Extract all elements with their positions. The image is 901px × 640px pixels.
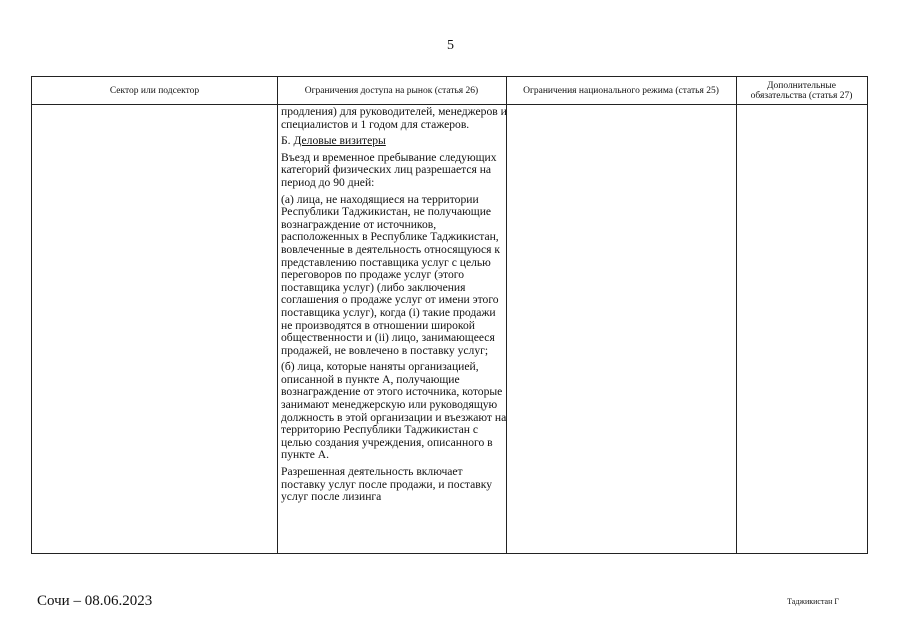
header-market-access: Ограничения доступа на рынок (статья 26) <box>304 85 479 96</box>
paragraph: Въезд и временное пребывание следующих категорий физических лиц разрешается на период до 90 дней: <box>281 150 497 189</box>
section-title: Деловые визитеры <box>293 134 386 148</box>
paragraph: (а) лица, не находящиеся на территории Республики Таджикистан, не получающие вознаграждение от источников, расположенных в Республике Таджикистан, вовлеченные в деятельность относящуюся к представлению поставщика услуг с целью переговоров по продаже услуг (этого поставщика услуг) (либо заключения соглашения о продаже услуг от имени этого поставщика услуг), когда (i) такие продажи не производятся в отношении широкой общественности и (ii) лицо, занимающееся продажей, не вовлечено в поставку услуг; <box>281 192 500 357</box>
header-sector: Сектор или подсектор <box>109 85 200 96</box>
paragraph: (б) лица, которые наняты организацией, описанной в пункте А, получающие вознаграждение от этого источника, которые занимают менеджерскую или руководящую должность в этой организации и въезжают на территорию Республики Таджикистан с целью создания учреждения, описанного в пункте А. <box>281 360 507 462</box>
column-divider <box>277 77 278 553</box>
header-national-treatment: Ограничения национального режима (статья 25) <box>523 85 719 96</box>
section-heading: Б. Деловые визитеры <box>281 134 386 148</box>
paragraph: Разрешенная деятельность включает поставку услуг после продажи, и поставку услуг после лизинга <box>281 465 493 504</box>
footer-place-date: Сочи – 08.06.2023 <box>37 593 153 609</box>
page-number: 5 <box>447 38 454 53</box>
market-access-cell <box>281 106 507 508</box>
header-additional-commitments: Дополнительные обязательства (статья 27) <box>750 80 853 101</box>
footer-country-mark: Таджикистан Г <box>787 597 839 606</box>
paragraph: продления) для руководителей, менеджеров и специалистов и 1 годом для стажеров. <box>281 105 507 131</box>
commitments-table <box>31 76 868 554</box>
column-divider <box>736 77 737 553</box>
